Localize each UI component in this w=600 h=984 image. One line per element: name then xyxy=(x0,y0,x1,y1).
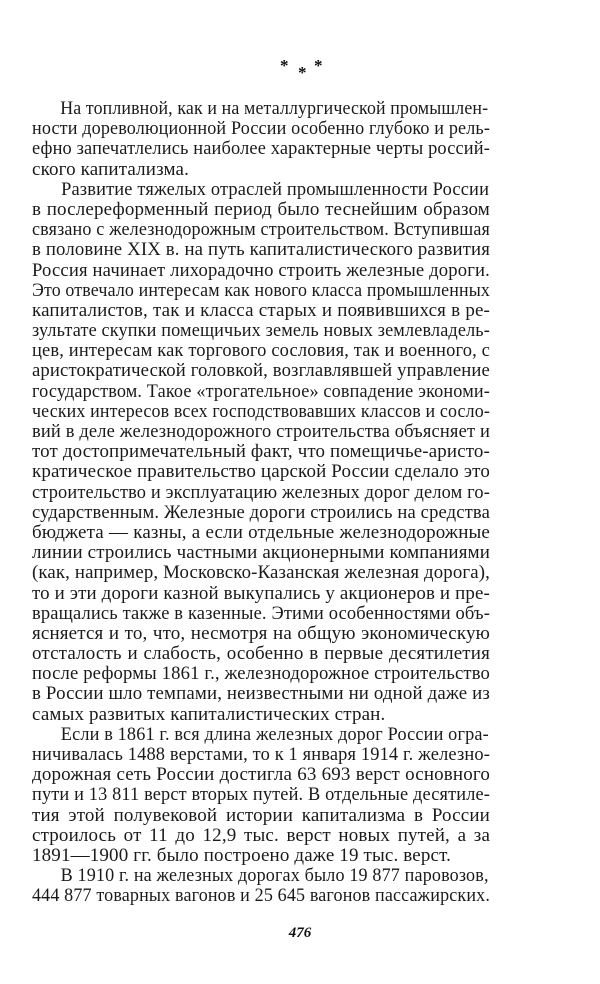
text-line: (как, например, Московско-Казанская железная дорога), xyxy=(32,562,490,584)
text-line: в половине XIX в. на путь капиталистического развития xyxy=(32,239,490,261)
text-line: цев, интересам как торгового сословия, так и военного, с xyxy=(32,340,491,362)
text-line: 1891—1900 гг. было построено даже 19 тыс. верст. xyxy=(32,844,452,866)
text-line: в России шло темпами, неизвестными ни одной даже из xyxy=(32,683,490,705)
text-line: зультате скупки помещичьих земель новых землевладель- xyxy=(32,320,490,342)
text-line: ности дореволюционной России особенно глубоко и рель- xyxy=(32,118,491,140)
asterisk-icon: * xyxy=(298,63,307,82)
text-line: дорожная сеть России достигла 63 693 верст основного xyxy=(32,764,491,786)
text-line: строительство и эксплуатацию железных дорог делом го- xyxy=(32,481,490,503)
text-line: 444 877 товарных вагонов и 25 645 вагонов пассажирских. xyxy=(32,885,490,907)
text-line: линии строились частными акционерными компаниями xyxy=(32,542,491,564)
text-line: бюджета — казны, а если отдельные железнодорожные xyxy=(32,521,491,543)
text-line: то и эти дороги казной выкупались у акционеров и пре- xyxy=(32,582,490,604)
text-line: самых развитых капиталистических стран. xyxy=(32,703,386,725)
text-line: вий в деле железнодорожного строительства объясняет и xyxy=(32,421,490,442)
paragraph xyxy=(32,725,490,866)
text-line: Это отвечало интересам как нового класса промышленных xyxy=(32,279,490,301)
text-line: капиталистов, так и класса старых и появившихся в ре- xyxy=(32,299,491,321)
text-line: сударственным. Железные дороги строились на средства xyxy=(32,501,490,523)
text-line: вращались также в казенные. Этими особенностями объ- xyxy=(32,602,490,624)
section-separator-asterism xyxy=(280,56,323,82)
text-line: кратическое правительство царской России сделало это xyxy=(32,461,490,483)
text-line: В 1910 г. на железных дорогах было 19 877 паровозов, xyxy=(60,865,489,887)
text-line: На топливной, как и на металлургической промышлен- xyxy=(60,98,489,119)
text-line: ничивалась 1488 верстами, то к 1 января 1914 г. железно- xyxy=(32,744,491,765)
text-line: Развитие тяжелых отраслей промышленности России xyxy=(61,178,490,200)
text-line: связано с железнодорожным строительством. Вступившая xyxy=(32,219,490,241)
text-line: в послереформенный период было теснейшим образом xyxy=(32,198,490,220)
text-line: отсталость и слабость, особенно в первые десятилетия xyxy=(32,643,490,665)
text-line: пути и 13 811 верст вторых путей. В отдельные десятиле- xyxy=(32,784,491,806)
text-line: Россия начинает лихорадочно строить железные дороги. xyxy=(32,259,490,281)
body-text xyxy=(32,99,490,907)
asterisk-icon: * xyxy=(280,56,289,75)
paragraph xyxy=(32,866,490,906)
text-line: ского капитализма. xyxy=(32,158,190,180)
text-line: после реформы 1861 г., железнодорожное строительство xyxy=(32,663,491,685)
text-line: государством. Такое «трогательное» совпадение экономи- xyxy=(32,380,490,402)
text-line: ясняется и то, что, несмотря на общую экономическую xyxy=(32,622,490,644)
text-line: тия этой полувековой истории капитализма в России xyxy=(32,804,490,826)
page-number: 476 xyxy=(288,925,312,941)
text-line: строилось от 11 до 12,9 тыс. верст новых путей, а за xyxy=(32,824,491,846)
paragraph xyxy=(32,99,490,180)
text-line: тот достопримечательный факт, что помещичье-аристо- xyxy=(32,441,491,463)
asterisk-icon: * xyxy=(314,56,323,75)
text-line: аристократической головкой, возглавлявшей управление xyxy=(32,360,490,382)
paragraph xyxy=(32,180,490,725)
text-line: Если в 1861 г. вся длина железных дорог России огра- xyxy=(60,723,489,745)
text-line: ческих интересов всех господствовавших классов и сосло- xyxy=(32,400,490,422)
text-line: ефно запечатлелись наиболее характерные черты россий- xyxy=(32,138,491,160)
